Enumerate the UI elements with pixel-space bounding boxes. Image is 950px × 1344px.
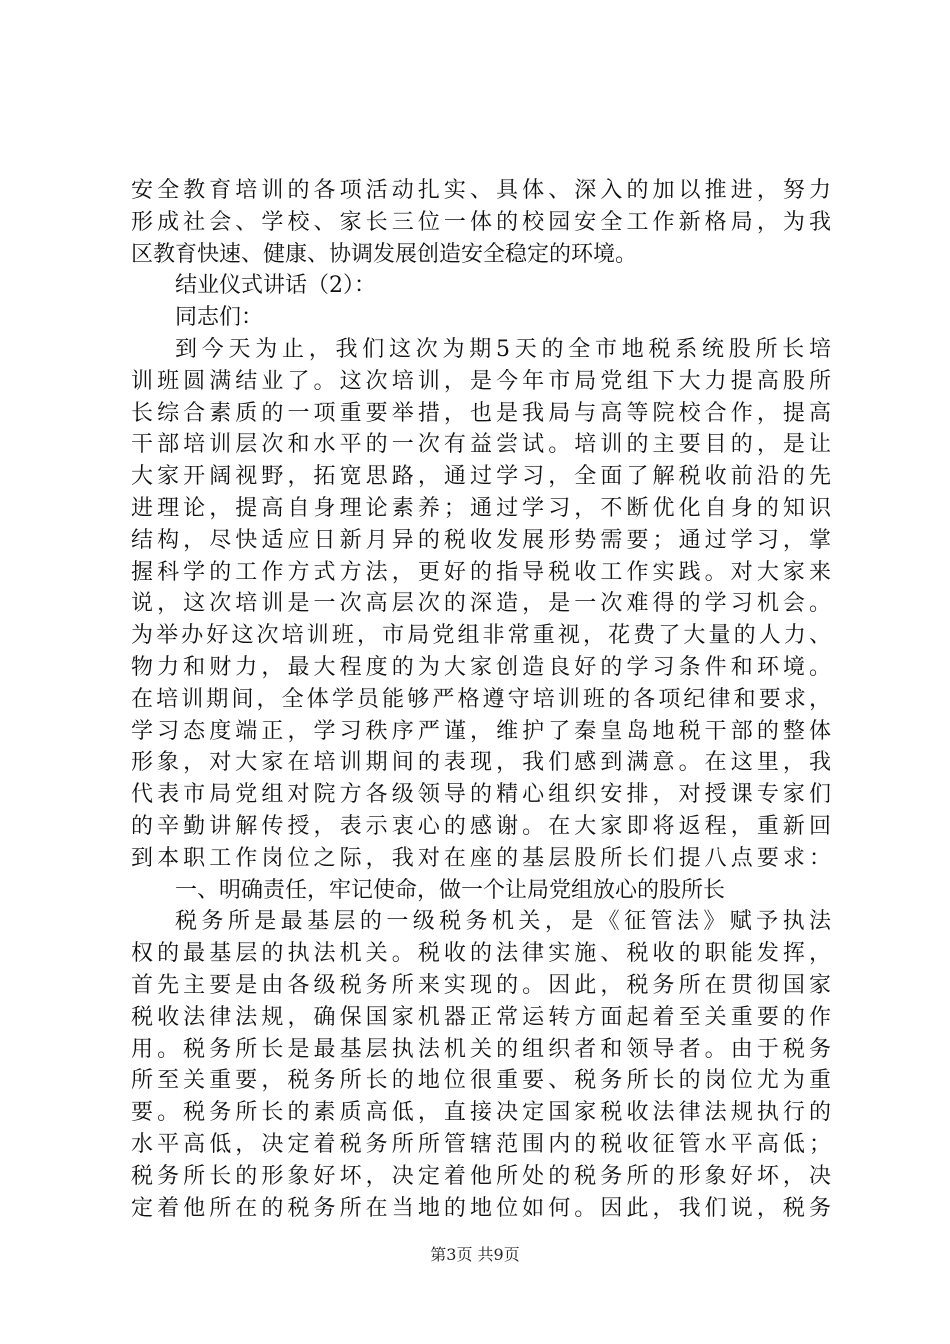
text-line: 结构，尽快适应日新月异的税收发展形势需要；通过学习，掌 xyxy=(131,527,831,553)
text-line: 同志们： xyxy=(175,305,264,331)
text-line: 定着他所在的税务所在当地的地位如何。因此，我们说，税务 xyxy=(131,1195,831,1221)
text-line: 安全教育培训的各项活动扎实、具体、深入的加以推进，努力 xyxy=(131,178,831,203)
text-line: 水平高低，决定着税务所所管辖范围内的税收征管水平高低； xyxy=(131,1131,831,1157)
text-line: 学习态度端正，学习秩序严谨，维护了秦皇岛地税干部的整体 xyxy=(131,718,831,744)
text-line: 进理论，提高自身理论素养；通过学习，不断优化自身的知识 xyxy=(131,495,831,521)
document-body xyxy=(131,175,831,1224)
text-line: 区教育快速、健康、协调发展创造安全稳定的环境。 xyxy=(131,241,638,267)
text-line: 物力和财力，最大程度的为大家创造良好的学习条件和环境。 xyxy=(131,654,831,680)
text-line: 首先主要是由各级税务所来实现的。因此，税务所在贯彻国家 xyxy=(131,972,831,998)
text-line: 要。税务所长的素质高低，直接决定国家税收法律法规执行的 xyxy=(131,1100,831,1126)
text-line: 一、明确责任，牢记使命，做一个让局党组放心的股所长 xyxy=(175,877,726,903)
text-line: 干部培训层次和水平的一次有益尝试。培训的主要目的，是让 xyxy=(131,432,831,458)
text-line: 在培训期间，全体学员能够严格遵守培训班的各项纪律和要求， xyxy=(131,686,831,712)
text-line: 结业仪式讲话（2）： xyxy=(175,273,376,299)
text-line: 长综合素质的一项重要举措，也是我局与高等院校合作，提高 xyxy=(131,400,831,426)
text-line: 税收法律法规，确保国家机器正常运转方面起着至关重要的作 xyxy=(131,1004,831,1030)
text-line: 用。税务所长是最基层执法机关的组织者和领导者。由于税务 xyxy=(131,1036,831,1062)
text-line: 训班圆满结业了。这次培训，是今年市局党组下大力提高股所 xyxy=(131,368,831,394)
text-line: 说，这次培训是一次高层次的深造，是一次难得的学习机会。 xyxy=(131,591,831,617)
text-line: 税务所长的形象好坏，决定着他所处的税务所的形象好坏，决 xyxy=(131,1163,831,1189)
text-line: 形象，对大家在培训期间的表现，我们感到满意。在这里，我 xyxy=(131,750,831,776)
text-line: 税务所是最基层的一级税务机关，是《征管法》赋予执法 xyxy=(175,909,831,935)
text-line: 握科学的工作方式方法，更好的指导税收工作实践。对大家来 xyxy=(131,559,831,585)
text-line: 大家开阔视野，拓宽思路，通过学习，全面了解税收前沿的先 xyxy=(131,464,831,490)
text-line: 权的最基层的执法机关。税收的法律实施、税收的职能发挥， xyxy=(131,941,831,967)
text-line: 所至关重要，税务所长的地位很重要、税务所长的岗位尤为重 xyxy=(131,1068,831,1094)
text-line: 形成社会、学校、家长三位一体的校园安全工作新格局，为我 xyxy=(131,209,831,235)
text-line: 为举办好这次培训班，市局党组非常重视，花费了大量的人力、 xyxy=(131,623,831,649)
text-line: 的辛勤讲解传授，表示衷心的感谢。在大家即将返程，重新回 xyxy=(131,813,831,839)
page-footer: 第3页 共9页 xyxy=(430,1245,520,1264)
text-line: 代表市局党组对院方各级领导的精心组织安排，对授课专家们 xyxy=(131,782,831,808)
text-line: 到今天为止，我们这次为期5天的全市地税系统股所长培 xyxy=(175,336,831,362)
text-line: 到本职工作岗位之际，我对在座的基层股所长们提八点要求： xyxy=(131,845,831,871)
